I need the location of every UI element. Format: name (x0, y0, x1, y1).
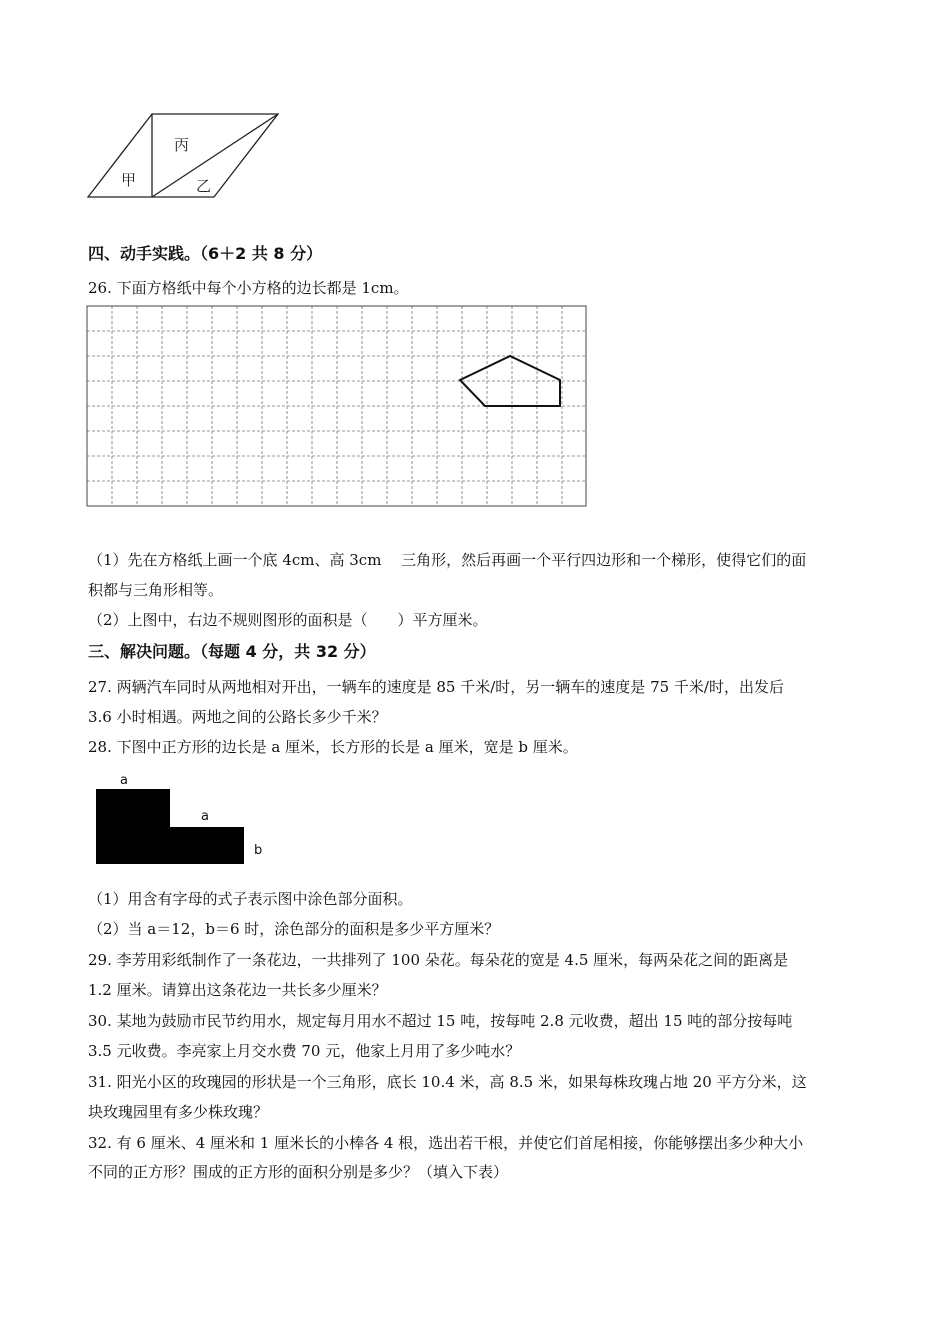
q26-stem: 26. 下面方格纸中每个小方格的边长都是 1cm。 (88, 279, 409, 297)
q26-part1-line1: （1）先在方格纸上画一个底 4cm、高 3cm 三角形，然后再画一个平行四边形和一个梯形，使得它们的面 (88, 551, 807, 569)
q32-line1: 32. 有 6 厘米、4 厘米和 1 厘米长的小棒各 4 根，选出若干根，并使它们首尾相接，你能够摆出多少种大小 (88, 1134, 804, 1152)
q30-line2: 3.5 元收费。李亮家上月交水费 70 元，他家上月用了多少吨水？ (88, 1042, 521, 1060)
q28-stem: 28. 下图中正方形的边长是 a 厘米，长方形的长是 a 厘米，宽是 b 厘米。 (88, 738, 578, 756)
q29-line2: 1.2 厘米。请算出这条花边一共长多少厘米？ (88, 981, 387, 999)
region-label-yi: 乙 (196, 177, 212, 195)
label-top-a: a (120, 773, 128, 788)
parallelogram-figure (84, 110, 284, 202)
q30-line1: 30. 某地为鼓励市民节约用水，规定每月用水不超过 15 吨，按每吨 2.8 元收费，超出 15 吨的部分按每吨 (88, 1012, 793, 1030)
q29-line1: 29. 李芳用彩纸制作了一条花边，一共排列了 100 朵花。每朵花的宽是 4.5 厘米，每两朵花之间的距离是 (88, 951, 789, 969)
q26-part2: （2）上图中，右边不规则图形的面积是（ ）平方厘米。 (88, 611, 488, 629)
q31-line2: 块玫瑰园里有多少株玫瑰？ (88, 1103, 269, 1121)
section-4-heading: 四、动手实践。（6＋2 共 8 分） (88, 244, 323, 263)
q27-line2: 3.6 小时相遇。两地之间的公路长多少千米？ (88, 708, 387, 726)
region-label-jia: 甲 (121, 171, 137, 189)
q27-line1: 27. 两辆汽车同时从两地相对开出，一辆车的速度是 85 千米/时，另一辆车的速度是 75 千米/时，出发后 (88, 678, 784, 696)
q28-part1: （1）用含有字母的式子表示图中涂色部分面积。 (88, 890, 413, 908)
shaded-region (96, 789, 244, 864)
q31-line1: 31. 阳光小区的玫瑰园的形状是一个三角形，底长 10.4 米，高 8.5 米，如果每株玫瑰占地 20 平方分米，这 (88, 1073, 807, 1091)
shaded-l-shape-figure (90, 770, 270, 870)
q26-part1-line2: 积都与三角形相等。 (88, 581, 224, 599)
label-side-b: b (254, 843, 263, 858)
section-3-heading: 三、解决问题。（每题 4 分，共 32 分） (88, 642, 376, 661)
parallelogram-diagonal (152, 114, 278, 197)
region-label-bing: 丙 (174, 136, 190, 154)
label-mid-a: a (201, 809, 209, 824)
grid-paper (86, 305, 588, 508)
parallelogram-outline (88, 114, 278, 197)
q28-part2: （2）当 a＝12，b＝6 时，涂色部分的面积是多少平方厘米？ (88, 920, 500, 938)
q32-line2: 不同的正方形？围成的正方形的面积分别是多少？（填入下表） (88, 1163, 509, 1181)
